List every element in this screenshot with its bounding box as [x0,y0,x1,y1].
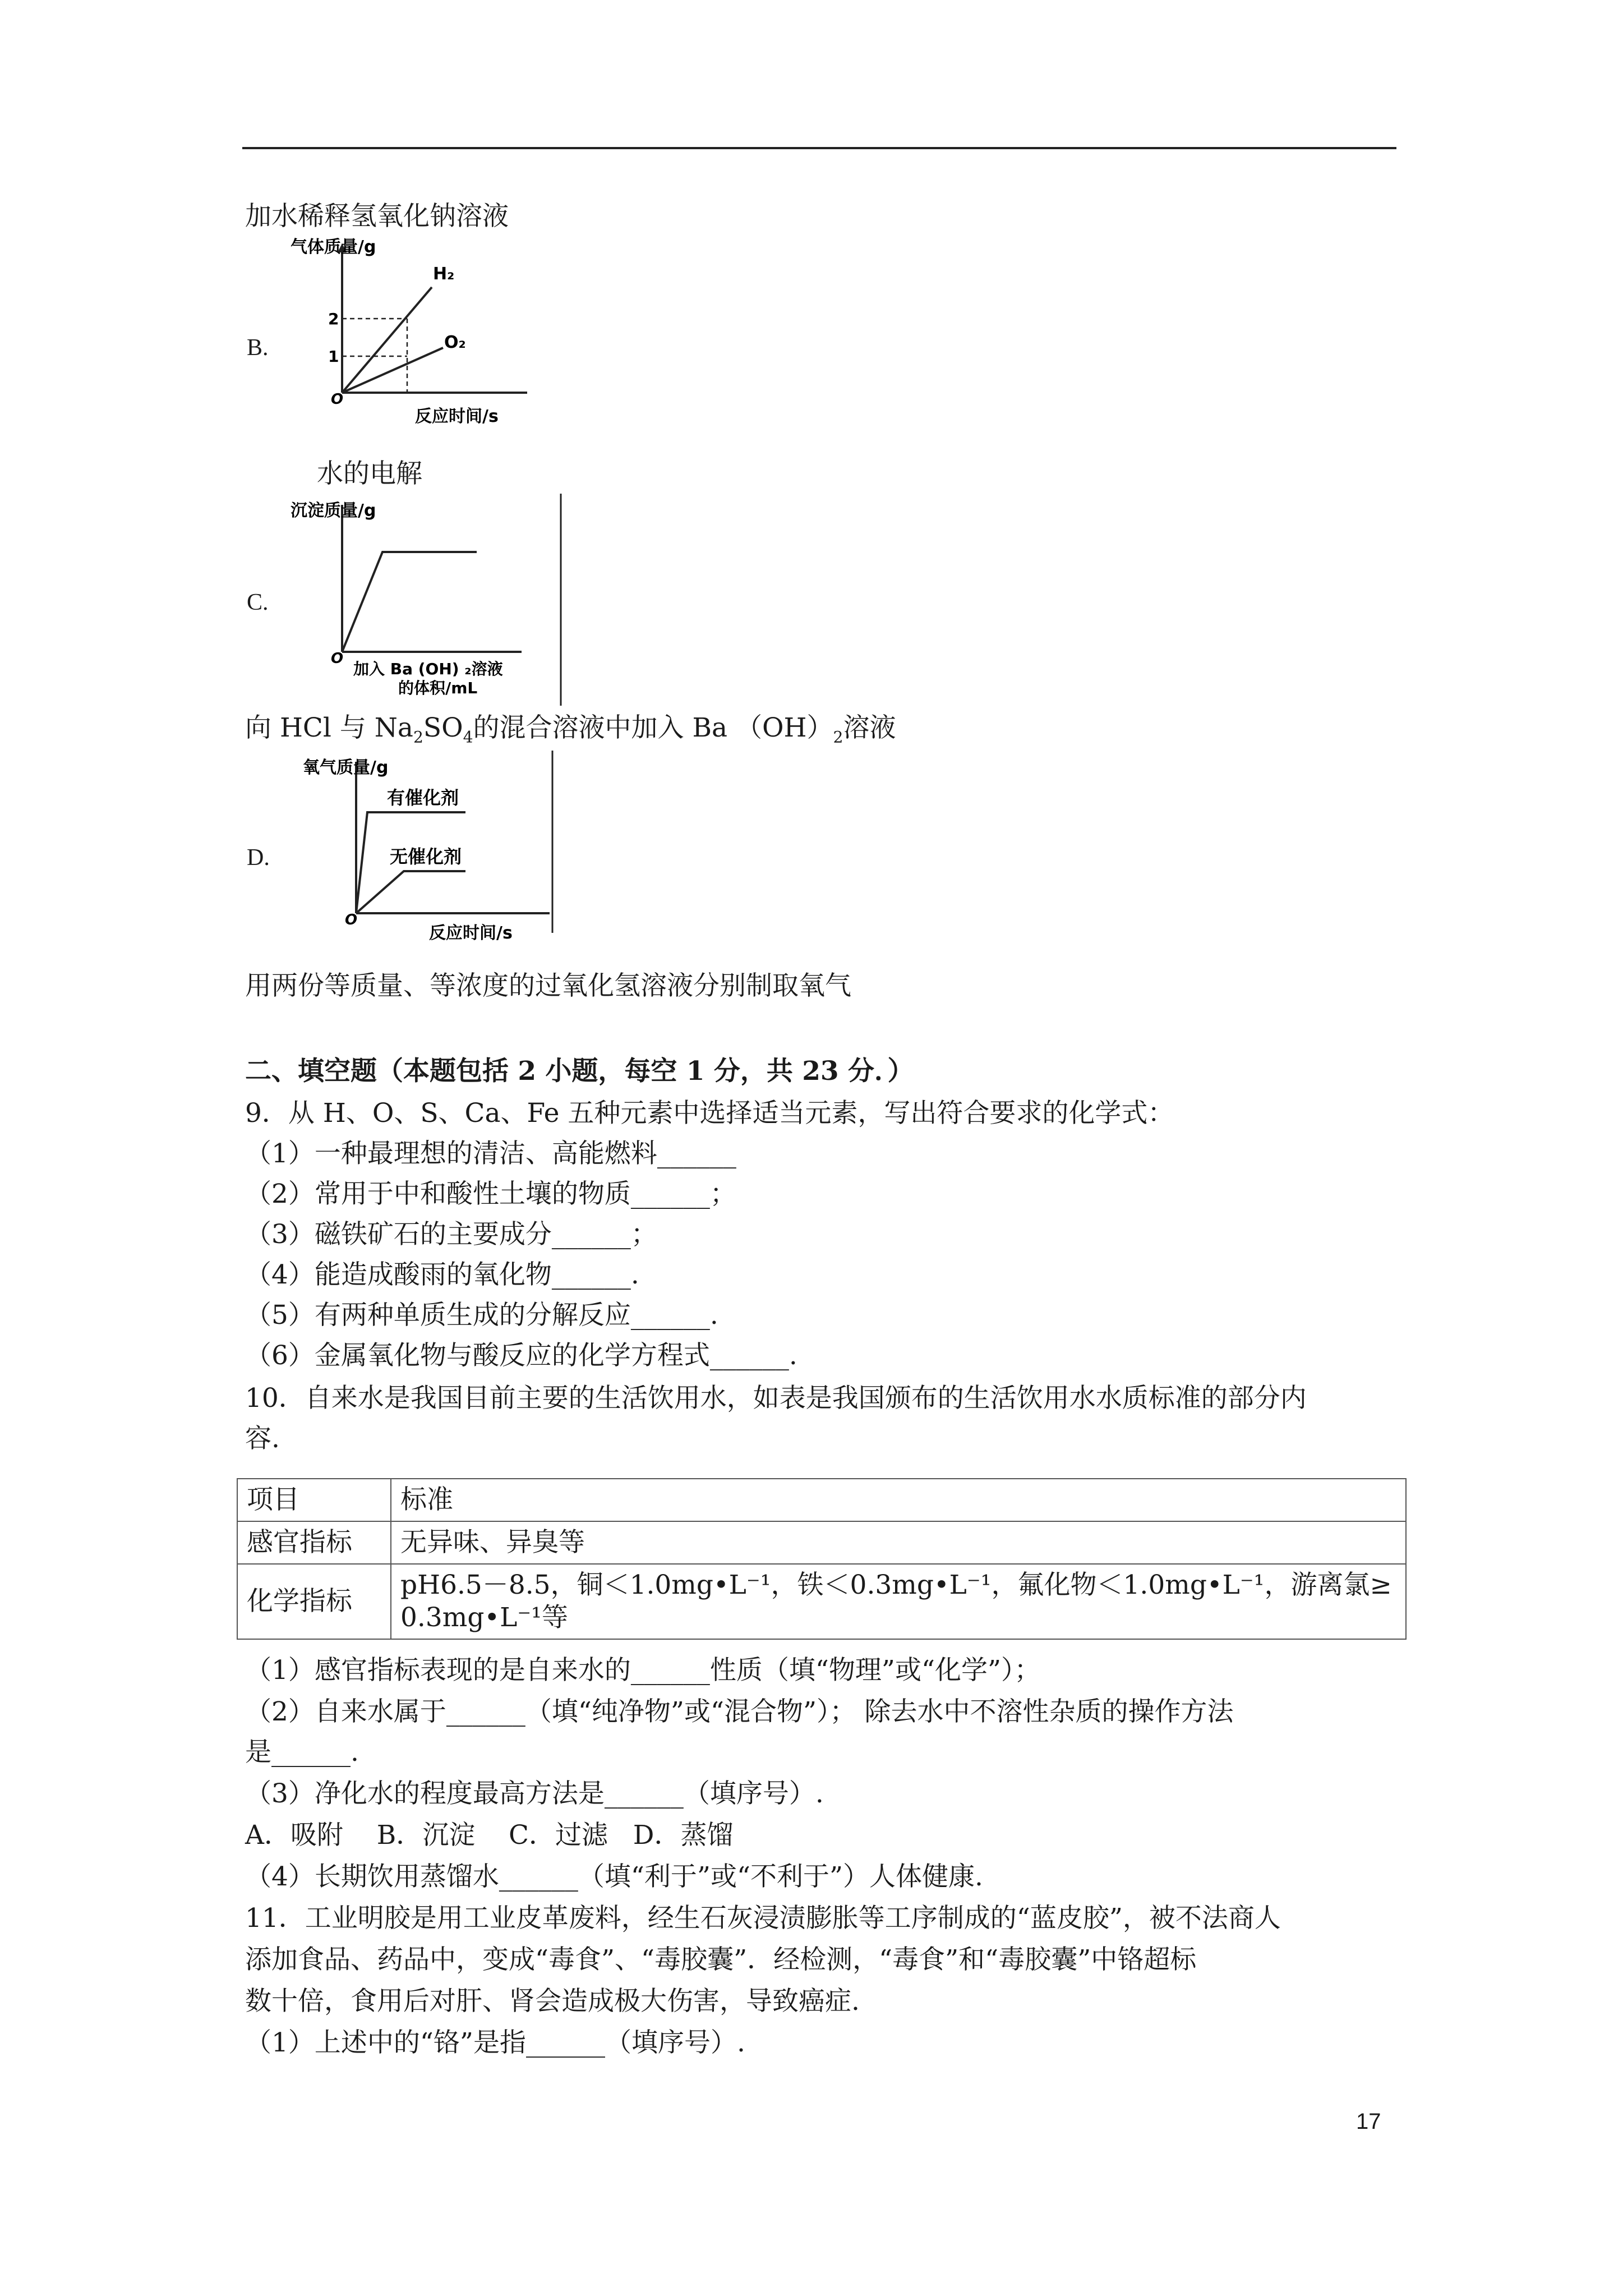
q10-sub2-cont: 是______. [245,1737,359,1768]
page-number: 17 [1356,2109,1381,2134]
table-cell-line: pH6.5－8.5，铜＜1.0mg•L⁻¹，铁＜0.3mg•L⁻¹，氟化物＜1.0mg•L⁻¹，游离氯≥ [400,1570,1392,1600]
caption-a: 加水稀释氢氧化钠溶液 [245,201,509,232]
caption-b: 水的电解 [317,458,422,489]
chart-c-precipitate [286,494,566,707]
table-header-standard: 标准 [391,1479,1406,1521]
chart-b-line-h2 [342,287,432,393]
chart-c-xlabel-2: 的体积/mL [398,679,478,697]
chart-b-tick-2: 2 [328,310,339,328]
chart-c-ylabel: 沉淀质量/g [291,501,376,521]
table-cell [391,1564,1406,1639]
q9-item: （2）常用于中和酸性土壤的物质______； [245,1179,736,1209]
q9-item: （1）一种最理想的清洁、高能燃料______ [245,1138,736,1169]
chart-d-ylabel: 氧气质量/g [303,758,389,777]
water-standard-table [237,1478,1407,1640]
q10-stem-cont: 容. [245,1423,280,1454]
chart-c-origin: O [331,650,344,667]
option-d-label: D. [247,845,270,871]
caption-d: 用两份等质量、等浓度的过氧化氢溶液分别制取氧气 [245,970,851,1001]
chart-b-series-h2: H₂ [433,264,455,284]
q9-item: （3）磁铁矿石的主要成分______； [245,1219,657,1250]
q10-sub3: （3）净化水的程度最高方法是______（填序号）. [245,1778,824,1809]
q10-sub4: （4）长期饮用蒸馏水______（填“利于”或“不利于”）人体健康. [245,1861,983,1892]
chart-b-origin: O [331,391,344,408]
q11-sub1: （1）上述中的“铬”是指______（填序号）. [245,2027,745,2058]
table-row [237,1564,1406,1639]
q11-line: 数十倍，食用后对肝、肾会造成极大伤害，导致癌症. [245,1986,860,2017]
section-title: 二、填空题（本题包括 2 小题，每空 1 分，共 23 分．） [245,1056,914,1087]
q9-stem: 9．从 H、O、S、Ca、Fe 五种元素中选择适当元素，写出符合要求的化学式： [245,1098,1174,1129]
chart-b-water-electrolysis [286,236,533,426]
q11-line: 11．工业明胶是用工业皮革废料，经生石灰浸渍膨胀等工序制成的“蓝皮胶”，被不法商人 [245,1903,1281,1934]
chart-d-origin: O [345,912,358,928]
q10-sub2: （2）自来水属于______（填“纯净物”或“混合物”）； 除去水中不溶性杂质的操作方法 [245,1696,1234,1727]
chart-d-series-catalyst: 有催化剂 [387,787,459,808]
chart-d-line-no-catalyst [356,871,465,913]
option-b-label: B. [247,335,269,361]
q9-item: （6）金属氧化物与酸反应的化学方程式______. [245,1340,797,1371]
q10-stem: 10．自来水是我国目前主要的生活饮用水，如表是我国颁布的生活饮用水水质标准的部分内 [245,1383,1307,1414]
chart-b-xlabel: 反应时间/s [415,407,499,426]
chart-c-line [342,552,477,652]
table-row [237,1479,1406,1521]
option-c-label: C. [247,590,269,615]
header-rule [242,147,1396,149]
table-row [237,1521,1406,1564]
q11-line: 添加食品、药品中，变成“毒食”、“毒胶囊”．经检测，“毒食”和“毒胶囊”中铬超标 [245,1944,1197,1975]
chart-d-xlabel: 反应时间/s [429,923,513,942]
table-cell-line: 0.3mg•L⁻¹等 [400,1602,568,1633]
q10-choices: A．吸附 B．沉淀 C．过滤 D．蒸馏 [245,1820,734,1851]
q9-item: （4）能造成酸雨的氧化物______. [245,1259,639,1290]
chart-d-oxygen [286,751,555,942]
q9-item: （5）有两种单质生成的分解反应______. [245,1300,718,1331]
q10-sub1: （1）感官指标表现的是自来水的______性质（填“物理”或“化学”）； [245,1655,1041,1686]
table-cell: 化学指标 [237,1564,391,1639]
table-cell: 感官指标 [237,1521,391,1564]
chart-d-series-no-catalyst: 无催化剂 [390,846,462,867]
chart-b-ylabel: 气体质量/g [291,237,376,257]
table-header-item: 项目 [237,1479,391,1521]
chart-b-series-o2: O₂ [444,333,466,352]
caption-c: 向 HCl 与 $Na_2SO_4$的混合溶液中加入 Ba $(OH)_2$溶液 [245,712,896,747]
chart-b-line-o2 [342,348,443,393]
chart-b-tick-1: 1 [328,347,339,366]
table-cell: 无异味、异臭等 [391,1521,1406,1564]
chart-c-xlabel-1: 加入 Ba (OH) ₂溶液 [353,660,503,678]
